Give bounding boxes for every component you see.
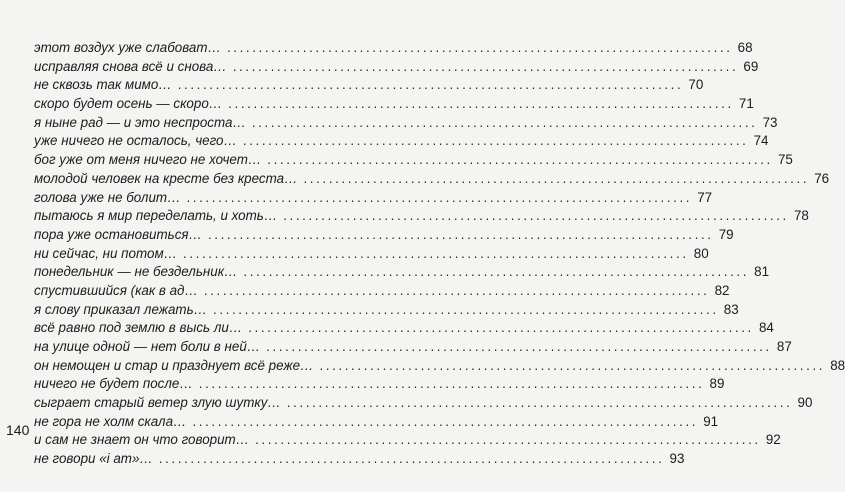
toc-entry: [34, 207, 809, 226]
toc-entry-page: 83: [723, 301, 739, 317]
toc-entry-title: он немощен и стар и празднует всё реже…: [34, 357, 314, 373]
dot-leader: ................................................................................: [243, 264, 750, 280]
toc-entry-title: всё равно под землю в высь ли…: [34, 320, 243, 336]
toc-entry-title: пора уже остановиться…: [34, 226, 202, 242]
toc-entry-page: 70: [688, 77, 704, 93]
toc-entry-page: 92: [765, 432, 781, 448]
toc-entry-page: 93: [669, 451, 685, 467]
toc-entry: [34, 301, 739, 320]
toc-entry: [34, 189, 713, 208]
toc-entry-page: 75: [777, 152, 793, 168]
toc-entry-title: не сквозь так мимо…: [34, 77, 172, 93]
page-number: 140: [6, 422, 30, 438]
toc-entry: [34, 431, 781, 450]
toc-entry-page: 73: [762, 114, 778, 130]
table-of-contents: [34, 39, 845, 469]
toc-entry: [34, 95, 754, 114]
toc-entry-title: и сам не знает он что говорит…: [34, 432, 250, 448]
dot-leader: ................................................................................: [186, 189, 693, 205]
toc-entry-title: молодой человек на кресте без креста…: [34, 170, 298, 186]
dot-leader: ................................................................................: [228, 96, 734, 112]
dot-leader: ................................................................................: [198, 376, 705, 392]
dot-leader: ................................................................................: [267, 152, 773, 168]
dot-leader: ................................................................................: [158, 451, 665, 467]
dot-leader: ................................................................................: [283, 208, 789, 224]
toc-entry: [34, 357, 845, 376]
toc-entry-page: 82: [714, 282, 730, 298]
toc-entry-page: 68: [737, 40, 753, 55]
toc-entry: [34, 263, 770, 282]
toc-entry-title: уже ничего не осталось, чего…: [34, 133, 237, 149]
toc-entry-page: 84: [758, 320, 774, 336]
toc-entry-title: ничего не будет после…: [34, 376, 193, 392]
toc-entry-title: этот воздух уже слабоват…: [34, 40, 221, 55]
toc-entry-page: 90: [797, 395, 813, 411]
toc-entry-title: исправляя снова всё и снова…: [34, 58, 227, 74]
toc-entry-title: я ныне рад — и это неспроста…: [34, 114, 246, 130]
toc-entry-title: не говори «i am»…: [34, 451, 153, 467]
toc-entry-title: пытаюсь я мир переделать, и хоть…: [34, 208, 278, 224]
dot-leader: ................................................................................: [177, 77, 684, 93]
dot-leader: ................................................................................: [203, 282, 710, 298]
dot-leader: ................................................................................: [286, 395, 793, 411]
dot-leader: ................................................................................: [192, 413, 699, 429]
toc-entry: [34, 151, 793, 170]
toc-entry-page: 91: [703, 413, 719, 429]
toc-entry-page: 76: [814, 170, 830, 186]
toc-entry-page: 71: [738, 96, 754, 112]
toc-entry: [34, 132, 769, 151]
dot-leader: ................................................................................: [183, 245, 689, 261]
dot-leader: ................................................................................: [266, 339, 772, 354]
toc-entry: [34, 319, 774, 338]
toc-entry: [34, 450, 685, 469]
toc-entry: [34, 39, 753, 58]
toc-entry: [34, 76, 704, 95]
dot-leader: ................................................................................: [255, 432, 761, 448]
toc-entry: [34, 413, 719, 432]
toc-entry-title: скоро будет осень — скоро…: [34, 96, 223, 112]
toc-entry-title: не гора не холм скала…: [34, 413, 187, 429]
toc-entry-title: на улице одной — нет боли в ней…: [34, 339, 261, 354]
toc-entry: [34, 114, 778, 133]
toc-entry-page: 77: [697, 189, 713, 205]
toc-entry-title: я слову приказал лежать…: [34, 301, 208, 317]
toc-entry-page: 80: [693, 245, 709, 261]
dot-leader: ................................................................................: [207, 226, 714, 242]
toc-entry-title: голова уже не болит…: [34, 189, 181, 205]
dot-leader: ................................................................................: [213, 301, 719, 317]
toc-entry-page: 81: [754, 264, 770, 280]
toc-entry-page: 87: [776, 339, 792, 354]
toc-entry-page: 89: [709, 376, 725, 392]
dot-leader: ................................................................................: [319, 357, 826, 373]
dot-leader: ................................................................................: [251, 114, 758, 130]
toc-entry: [34, 282, 730, 301]
dot-leader: ................................................................................: [226, 40, 733, 55]
toc-entry: [34, 170, 830, 189]
toc-entry: [34, 226, 734, 245]
toc-entry: [34, 338, 792, 357]
toc-entry-title: ни сейчас, ни потом…: [34, 245, 178, 261]
toc-entry-page: 74: [753, 133, 769, 149]
toc-entry-title: бог уже от меня ничего не хочет…: [34, 152, 262, 168]
dot-leader: ................................................................................: [303, 170, 810, 186]
dot-leader: ................................................................................: [242, 133, 749, 149]
toc-entry: [34, 58, 759, 77]
dot-leader: ................................................................................: [248, 320, 754, 336]
toc-entry-title: понедельник — не бездельник…: [34, 264, 238, 280]
toc-entry-page: 69: [743, 58, 759, 74]
toc-entry: [34, 245, 709, 264]
toc-entry-title: сыграет старый ветер злую шутку…: [34, 395, 281, 411]
toc-entry: [34, 375, 725, 394]
dot-leader: ................................................................................: [232, 58, 739, 74]
toc-entry-page: 88: [830, 357, 845, 373]
toc-entry: [34, 394, 813, 413]
toc-entry-title: спустившийся (как в ад…: [34, 282, 198, 298]
toc-entry-page: 78: [793, 208, 809, 224]
toc-entry-page: 79: [718, 226, 734, 242]
